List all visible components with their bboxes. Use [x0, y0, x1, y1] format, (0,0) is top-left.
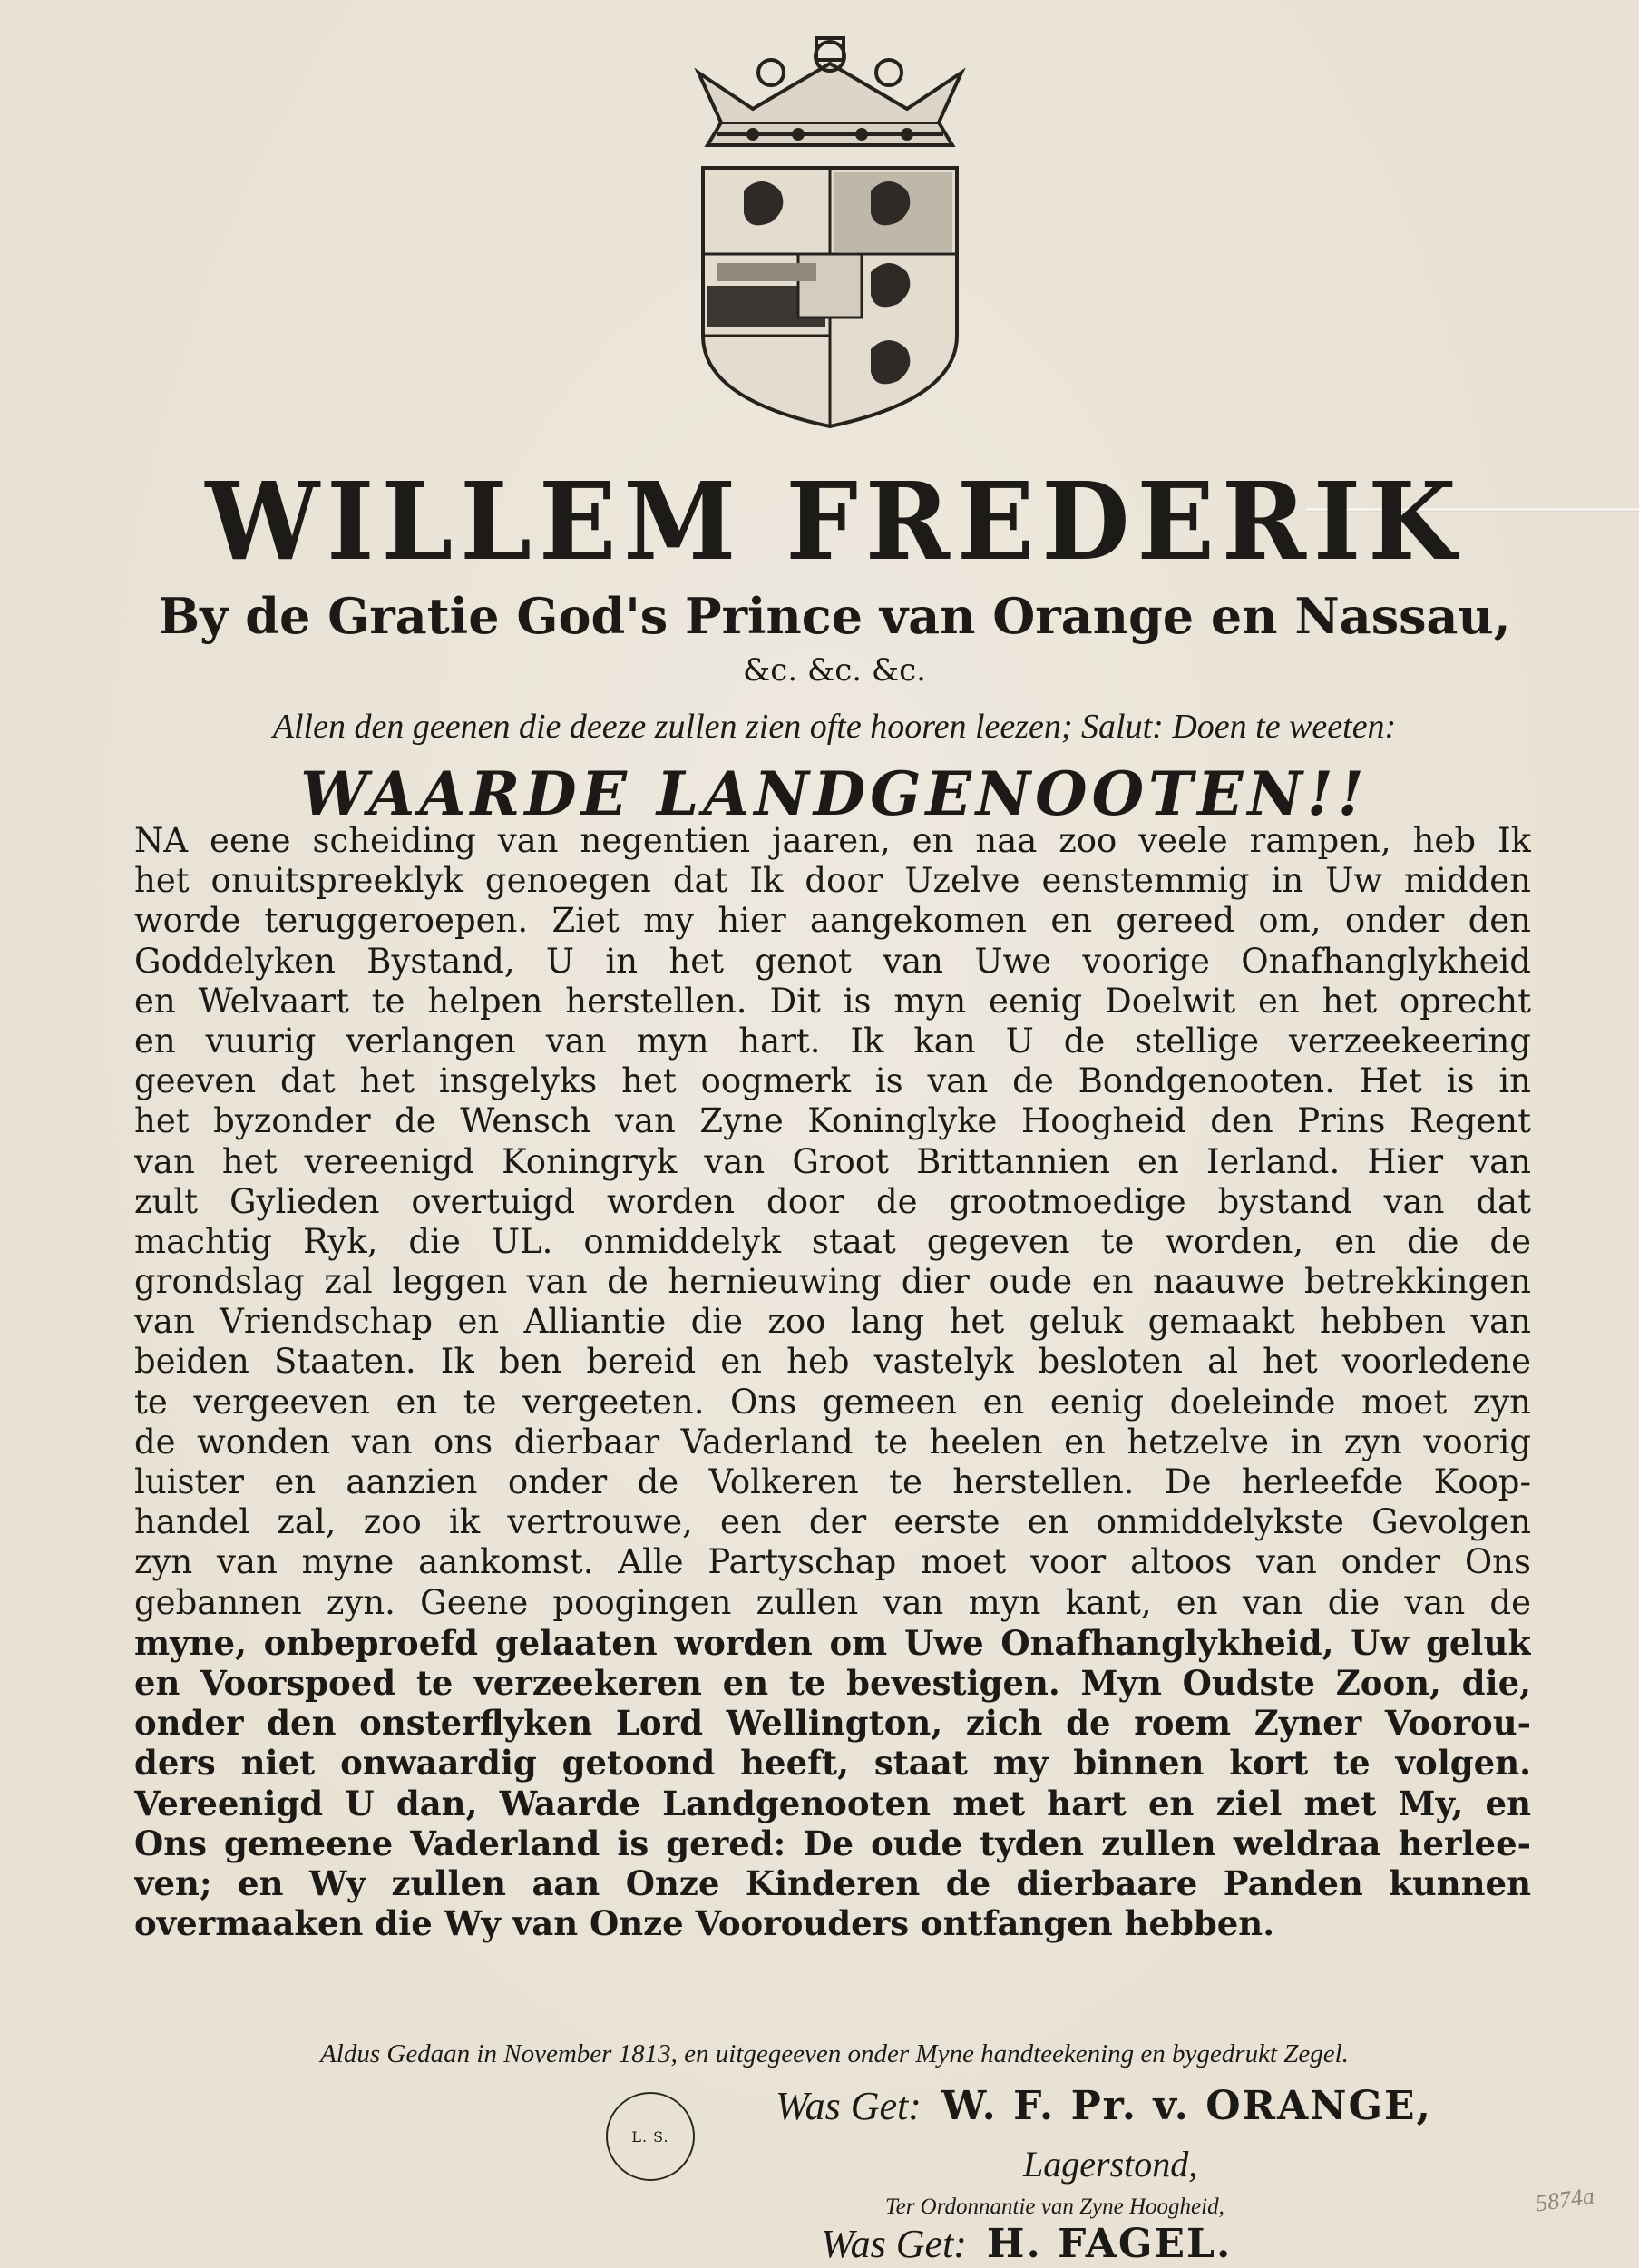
body-line: zult Gylieden overtuigd worden door de grootmoedige bystand van dat	[134, 1181, 1531, 1221]
seal-text: L. S.	[631, 2127, 669, 2146]
signature-name: W. F. Pr. v. ORANGE,	[941, 2083, 1432, 2129]
crown-icon	[698, 38, 961, 145]
signature-block-fagel	[821, 2221, 1233, 2267]
body-line: gebannen zyn. Geene poogingen zullen van myn kant, en van die van de	[134, 1582, 1531, 1622]
body-line: onder den onsterflyken Lord Wellington, zich de roem Zyner Voorou-	[134, 1703, 1531, 1744]
signature-label: Was Get:	[776, 2084, 922, 2128]
body-line: grondslag zal leggen van de hernieuwing dier oude en naauwe betrekkingen	[134, 1262, 1531, 1302]
body-line: en vuurig verlangen van myn hart. Ik kan U de stellige verzeekeering	[134, 1021, 1531, 1061]
seal-icon	[606, 2092, 695, 2181]
body-line: machtig Ryk, die UL. onmiddelyk staat gegeven te worden, en die de	[134, 1221, 1531, 1261]
body-line: myne, onbeproefd gelaaten worden om Uwe Onafhanglykheid, Uw geluk	[134, 1622, 1531, 1663]
body-line: de wonden van ons dierbaar Vaderland te heelen en hetzelve in zyn voorig	[134, 1422, 1531, 1461]
page-title: WILLEM FREDERIK	[205, 459, 1464, 585]
body-line: luister en aanzien onder de Volkeren te herstellen. De herleefde Koop-	[134, 1462, 1531, 1501]
body-line: en Welvaart te helpen herstellen. Dit is myn eenig Doelwit en het oprecht	[134, 981, 1531, 1021]
body-line: Vereenigd U dan, Waarde Landgenooten met hart en ziel met My, en	[134, 1783, 1531, 1823]
body-line: zyn van myne aankomst. Alle Partyschap moet voor altoos van onder Ons	[134, 1542, 1531, 1582]
catalog-mark: 5874a	[1534, 2182, 1596, 2217]
body-line: van Vriendschap en Alliantie die zoo lang het geluk gemaakt hebben van	[134, 1302, 1531, 1342]
body-line: het byzonder de Wensch van Zyne Koninglyke Hoogheid den Prins Regent	[134, 1101, 1531, 1141]
greeting-line: Allen den geenen die deeze zullen zien ofte hooren leezen; Salut: Doen te weeten:	[272, 708, 1397, 746]
subtitle: By de Gratie God's Prince van Orange en Nassau,	[158, 587, 1511, 645]
body-line: beiden Staaten. Ik ben bereid en heb vastelyk besloten al het voorledene	[134, 1342, 1531, 1382]
body-line: overmaaken die Wy van Onze Voorouders ontfangen hebben.	[134, 1903, 1275, 1944]
section-heading: WAARDE LANDGENOOTEN!!	[300, 758, 1369, 829]
proclamation-body	[134, 821, 1531, 1943]
body-line: ven; en Wy zullen aan Onze Kinderen de dierbaare Panden kunnen	[134, 1862, 1531, 1903]
signature-block-prince	[776, 2083, 1432, 2129]
signature-name: H. FAGEL.	[986, 2221, 1233, 2267]
body-line: Ons gemeene Vaderland is gered: De oude tyden zullen weldraa herlee-	[134, 1823, 1531, 1863]
closing-line: Aldus Gedaan in November 1813, en uitgegeeven onder Myne handteekening en bygedrukt Zegel.	[320, 2039, 1349, 2068]
lagerstond-line: Lagerstond,	[1023, 2144, 1198, 2185]
etcetera-line: &c. &c. &c.	[743, 652, 926, 689]
body-line: handel zal, zoo ik vertrouwe, een der eerste en onmiddelykste Gevolgen	[134, 1502, 1531, 1542]
body-line: worde teruggeroepen. Ziet my hier aangekomen en gereed om, onder den	[134, 901, 1531, 941]
shield-icon	[703, 168, 957, 426]
body-line: geeven dat het insgelyks het oogmerk is van de Bondgenooten. Het is in	[134, 1061, 1531, 1101]
body-line: van het vereenigd Koningryk van Groot Brittannien en Ierland. Hier van	[134, 1141, 1531, 1181]
body-line: te vergeeven en te vergeeten. Ons gemeen en eenig doeleinde moet zyn	[134, 1382, 1531, 1422]
body-line: NA eene scheiding van negentien jaaren, en naa zoo veele rampen, heb Ik	[134, 821, 1531, 860]
body-line: en Voorspoed te verzeekeren en te bevestigen. Myn Oudste Zoon, die,	[134, 1662, 1531, 1703]
body-line: Goddelyken Bystand, U in het genot van Uwe voorige Onafhanglykheid	[134, 941, 1531, 981]
body-line: het onuitspreeklyk genoegen dat Ik door Uzelve eenstemmig in Uw midden	[134, 861, 1531, 901]
signature-label: Was Get:	[821, 2222, 967, 2266]
coat-of-arms	[662, 36, 998, 435]
ordonnantie-line: Ter Ordonnantie van Zyne Hoogheid,	[885, 2195, 1224, 2219]
body-line: ders niet onwaardig getoond heeft, staat my binnen kort te volgen.	[134, 1743, 1531, 1784]
